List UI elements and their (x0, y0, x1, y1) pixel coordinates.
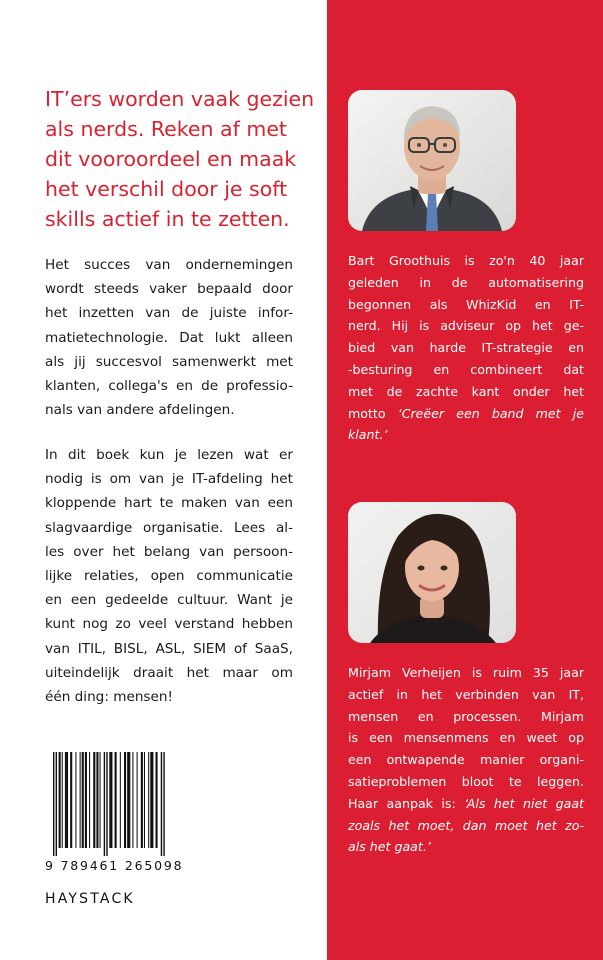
tagline-line: skills actief in te zetten. (45, 207, 290, 231)
tagline-line: dit vooroordeel en maak (45, 147, 297, 171)
barcode-bar (144, 752, 145, 848)
barcode-bar (62, 752, 63, 848)
barcode-bar (161, 752, 162, 856)
text-line: kunt nog zo veel verstand hebben (45, 616, 293, 633)
text-line (348, 424, 584, 446)
text-line (348, 836, 584, 858)
text-line: als jij succesvol samenwerkt met (45, 353, 293, 370)
motto-prefix: motto (348, 405, 398, 421)
isbn-number: 9 789461 265098 (45, 858, 184, 873)
barcode-bar (132, 752, 133, 848)
author-photo-mirjam-verheijen (348, 502, 516, 643)
approach-quote: ‘Als het niet gaat (464, 795, 584, 811)
text-line: nodig is om van je IT-afdeling het (45, 471, 293, 488)
text-line: klanten, collega's en de professio- (45, 378, 293, 395)
barcode-bar (115, 752, 117, 848)
barcode-bar (124, 752, 126, 848)
barcode-bar (120, 752, 121, 848)
text-line: van ITIL, BISL, ASL, SIEM of SaaS, (45, 640, 293, 657)
text-line: lijke relaties, open communicatie (45, 568, 293, 585)
text-line: bied van harde IT-strategie en (348, 340, 584, 356)
text-line: In dit boek kun je lezen wat er (45, 447, 293, 463)
approach-quote-end: als het gaat.’ (348, 839, 431, 855)
text-line: Mirjam Verheijen is ruim 35 jaar (348, 665, 584, 680)
barcode-bar (82, 752, 84, 848)
barcode-bar (163, 752, 164, 856)
barcode-bar (75, 752, 76, 848)
text-line: satieproblemen bloot te leggen. (348, 773, 584, 789)
text-line: nerd. Hij is adviseur op het ge- (348, 318, 584, 334)
barcode-bar (89, 752, 90, 848)
author-bio-bart-groothuis (348, 250, 584, 446)
tagline-line: IT’ers worden vaak gezien (45, 87, 315, 111)
tagline (45, 84, 315, 234)
barcode-bar (56, 752, 57, 856)
text-line (348, 793, 584, 815)
blurb-paragraph-1 (45, 253, 293, 422)
barcode-bar (85, 752, 87, 848)
text-line: Bart Groothuis is zo'n 40 jaar (348, 253, 584, 268)
barcode-bar (137, 752, 138, 848)
author-bio-mirjam-verheijen (348, 662, 584, 858)
barcode-bar (59, 752, 61, 848)
text-line: les over het belang van persoon- (45, 543, 293, 560)
blurb-paragraph-2 (45, 443, 293, 709)
text-line: geleden in de automatisering (348, 274, 584, 290)
text-line: wordt steeds vaker bepaald door (45, 281, 293, 298)
text-line: één ding: mensen! (45, 689, 173, 706)
text-line: Het succes van ondernemingen (45, 257, 293, 273)
barcode-bar (53, 752, 54, 856)
barcode-bar (65, 752, 68, 848)
barcode-bar (156, 752, 158, 848)
barcode-bar (106, 752, 107, 856)
text-line: uiteindelijk draait het maar om (45, 664, 293, 681)
text-line: actief in het verbinden van IT, (348, 686, 584, 702)
barcode-bar (109, 752, 112, 848)
approach-prefix: Haar aanpak is: (348, 795, 465, 811)
barcode-bar (141, 752, 143, 848)
isbn-barcode (45, 752, 185, 868)
text-line: met de zachte kant onder het (348, 383, 584, 399)
text-line: begonnen als WhizKid en IT- (348, 296, 584, 312)
barcode-bar (80, 752, 81, 848)
text-line: mensen en processen. Mirjam (348, 708, 584, 724)
text-line: is een mensenmens en weet op (348, 730, 584, 746)
barcode-bar (127, 752, 130, 848)
barcode-bar (70, 752, 72, 848)
barcode-bar (148, 752, 149, 848)
text-line: het inzetten van de juiste infor- (45, 305, 293, 322)
text-line (348, 815, 584, 837)
motto-quote-end: klant.’ (348, 427, 388, 443)
motto-quote: ‘Creëer een band met je (397, 405, 585, 421)
text-line: kloppende hart te maken van een (45, 495, 293, 512)
approach-quote: zoals het moet, dan moet het zo- (348, 817, 584, 833)
barcode-bar (93, 752, 95, 848)
barcode-bar (96, 752, 98, 848)
publisher-logo: HAYSTACK (45, 891, 135, 907)
text-line: en een gedeelde cultuur. Want je (45, 592, 293, 609)
text-line: slagvaardige organisatie. Lees al- (45, 519, 293, 536)
barcode-bar (100, 752, 101, 848)
text-line (348, 403, 584, 425)
author-photo-bart-groothuis (348, 90, 516, 231)
barcode-bar (150, 752, 153, 848)
text-line: een ontwapende manier organi- (348, 752, 584, 768)
text-line: -besturing en combineert dat (348, 361, 584, 377)
tagline-line: het verschil door je soft (45, 177, 288, 201)
text-line: nals van andere afdelingen. (45, 402, 235, 419)
tagline-line: als nerds. Reken af met (45, 117, 287, 141)
text-line: matietechnologie. Dat lukt alleen (45, 329, 293, 346)
barcode-bar (104, 752, 105, 856)
